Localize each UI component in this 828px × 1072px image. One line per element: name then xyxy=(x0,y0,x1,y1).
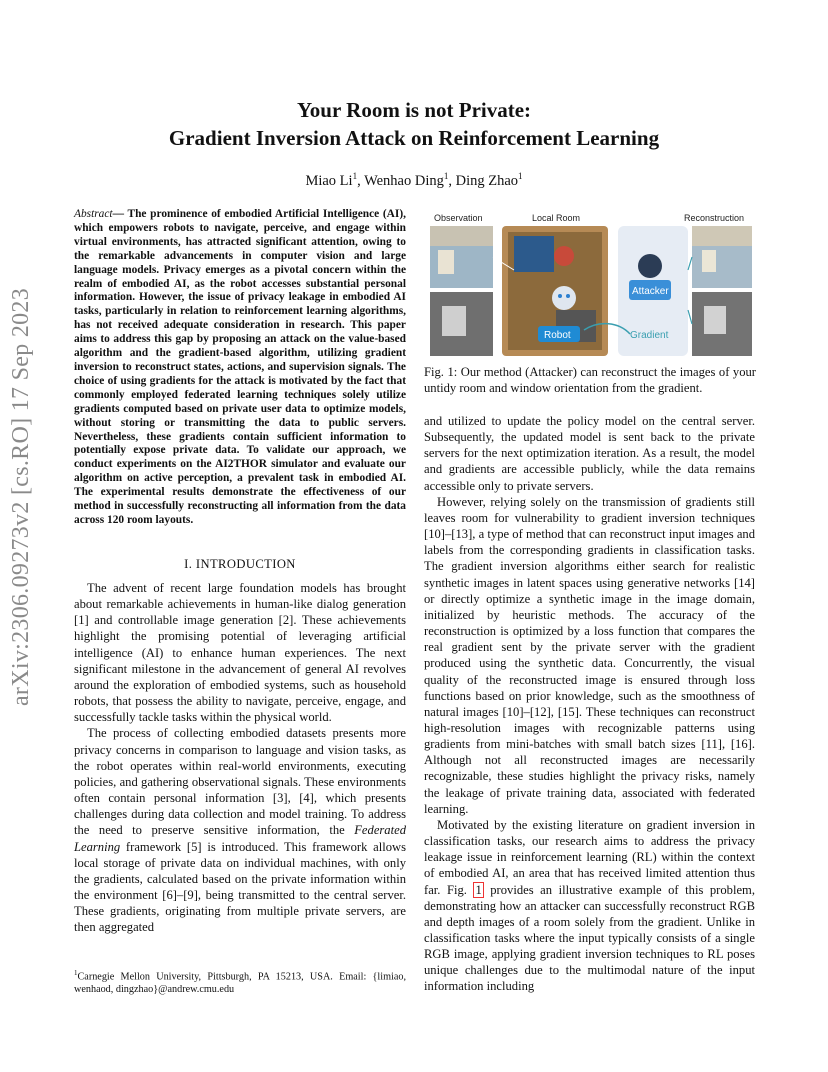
label-attacker: Attacker xyxy=(632,286,669,297)
introduction-body xyxy=(74,580,406,935)
abstract-label: Abstract xyxy=(74,208,113,220)
right-paragraph-0: and utilized to update the policy model on the central server. Subsequently, the updated model is sent back to the private servers for the next optimization iteration. As a result, the model and gradients are accessible publicly, while the data remains accessible only to private servers. xyxy=(424,414,755,493)
author-2: Wenhao Ding xyxy=(364,172,444,189)
author-list: Miao Li$^1$, Wenhao Ding$^1$, Ding Zhao$^1$ xyxy=(305,171,523,189)
author-3: Ding Zhao xyxy=(455,172,519,189)
figure-ref-link[interactable]: 1 xyxy=(475,882,482,897)
label-local-room: Local Room xyxy=(532,213,581,223)
label-reconstruction: Reconstruction xyxy=(684,213,745,223)
intro-paragraph-1: The advent of recent large foundation models has brought about remarkable achievements in human-like dialog generation [1] and controllable image generation [2]. These achievements highlight the promising potential of leveraging artificial intelligence (AI) to enhance human experiences. The next significant milestone in the advancement of general AI revolves around the exploration of embodied systems, such as household robots, that possess the ability to navigate, perceive, engage, and successfully tackle tasks within the physical world. xyxy=(74,581,406,725)
abstract: Abstract— The prominence of embodied Artificial Intelligence (AI), which empowers robots to navigate, perceive, and engage within virtual environments, has attracted significant attention, owing to the remarkable advancements in computer vision and large language models. Privacy emerges as a pivotal concern within the realm of embodied AI, as the robot accesses substantial personal information. However, the issue of privacy leakage in embodied AI tasks, particularly in relation to reinforcement learning algorithms, has not received adequate consideration in research. This paper aims to address this gap by proposing an attack on the value-based algorithm and the gradient-based algorithm, utilizing gradient inversion to reconstruct states, actions, and supervision signals. The choice of using gradients for the attack is motivated by the fact that commonly employed federated learning techniques solely utilize gradients computed based on private user data to optimize models, without storing or transmitting the data to public servers. Nevertheless, these gradients contain sufficient information to potentially expose private data. To validate our approach, we conduct experiments on the AI2THOR simulator and evaluate our algorithm on active perception, a prevalent task in embodied AI. The experimental results demonstrate the effectiveness of our method in successfully reconstructing all information from the data across 120 room layouts. xyxy=(74,208,406,526)
section-heading-introduction: I. INTRODUCTION xyxy=(184,557,296,571)
paper-title-line2: Gradient Inversion Attack on Reinforcement Learning xyxy=(168,126,660,150)
attacker-icon xyxy=(638,254,662,278)
right-column-text xyxy=(424,413,755,995)
author-1: Miao Li xyxy=(305,172,353,189)
right-paragraph-2: Motivated by the existing literature on gradient inversion in classification tasks, our research aims to address the privacy leakage issue in reinforcement learning (RL) within the context of embodied AI, an area that has received limited attention thus far. Fig. 1 provides an illustrative example of this problem, demonstrating how an attacker can successfully reconstruct RGB and depth images of a room solely from the gradient. Unlike in classification tasks where the input typically consists of a single RGB image, applying gradient inversion techniques to RL poses unique challenges due to the multimodal nature of the input information including xyxy=(424,817,755,994)
right-paragraph-1: However, relying solely on the transmission of gradients still leaves room for vulnerability to gradient inversion techniques [10]–[13], a type of method that can reconstruct input images and labels from the corresponding gradients in classification tasks. The gradient inversion algorithms either search for realistic synthetic images in latent spaces using generative networks [14] or directly optimize a synthetic image in the image domain, initialized by heuristic methods. The accuracy of the reconstruction is optimized by a loss function that compares the real gradient sent by the private server with the gradient produced using the synthetic data. Concurrently, the visual quality of the reconstructed image is ensured through loss functions based on prior knowledge, such as the smoothness of natural images [10]–[12], [15]. These techniques can reconstruct high-resolution images with recognizable patterns using gradients from mini-batches with small batch sizes [11], [16]. Although not all reconstructed images are necessarily recognizable, these studies highlight the privacy risks, namely the leakage of private training data, associated with federated learning. xyxy=(424,494,755,816)
label-gradient: Gradient xyxy=(630,330,669,341)
label-robot: Robot xyxy=(544,330,571,341)
figure-1-caption: Fig. 1: Our method (Attacker) can reconstruct the images of your untidy room and window orientation from the gradient. xyxy=(424,365,756,396)
intro-paragraph-2: The process of collecting embodied datasets presents more privacy concerns in comparison to language and vision tasks, as the robot operates within real-world environments, executing policies, and gathering observational signals. These environments often contain personal information [3], [4], which presents challenges during data collection and model training. To address the need to preserve sensitive information, the Federated Learning framework [5] is introduced. This framework allows local storage of private data on individual machines, with only the gradients, calculated based on the private information within the environment [6]–[9], being transmitted to the central server. These gradients, originating from multiple private servers, are then aggregated xyxy=(74,726,406,935)
abstract-text: The prominence of embodied Artificial Intelligence (AI), which empowers robots to navigate, perceive, and engage within virtual environments, has attracted significant attention, owing to the remarkable advancements in computer vision and large language models. Privacy emerges as a pivotal concern within the realm of embodied AI, as the robot accesses substantial personal information. However, the issue of privacy leakage in embodied AI tasks, particularly in relation to reinforcement learning algorithms, has not received adequate consideration in research. This paper aims to address this gap by proposing an attack on the value-based algorithm and the gradient-based algorithm, utilizing gradient inversion to reconstruct states, actions, and supervision signals. The choice of using gradients for the attack is motivated by the fact that commonly employed federated learning techniques solely utilize gradients computed based on private user data to optimize models, without storing or transmitting the data to public servers. Nevertheless, these gradients contain sufficient information to potentially expose private data. To validate our approach, we conduct experiments on the AI2THOR simulator and evaluate our algorithm on active perception, a prevalent task in embodied AI. The experimental results demonstrate the effectiveness of our method in successfully reconstructing all information from the data across 120 room layouts. xyxy=(74,208,406,526)
figure-1 xyxy=(424,210,756,360)
robot-icon xyxy=(552,286,576,310)
footnote: $^1$Carnegie Mellon University, Pittsburgh, PA 15213, USA. Email: {limiao, wenhaod, dingzhao}@andrew.cmu.edu xyxy=(74,969,406,995)
label-observation: Observation xyxy=(434,213,483,223)
arxiv-stamp: arXiv:2306.09273v2 [cs.RO] 17 Sep 2023 xyxy=(8,287,34,707)
figure-1-illustration xyxy=(424,210,756,360)
paper-title-line1: Your Room is not Private: xyxy=(296,98,532,122)
